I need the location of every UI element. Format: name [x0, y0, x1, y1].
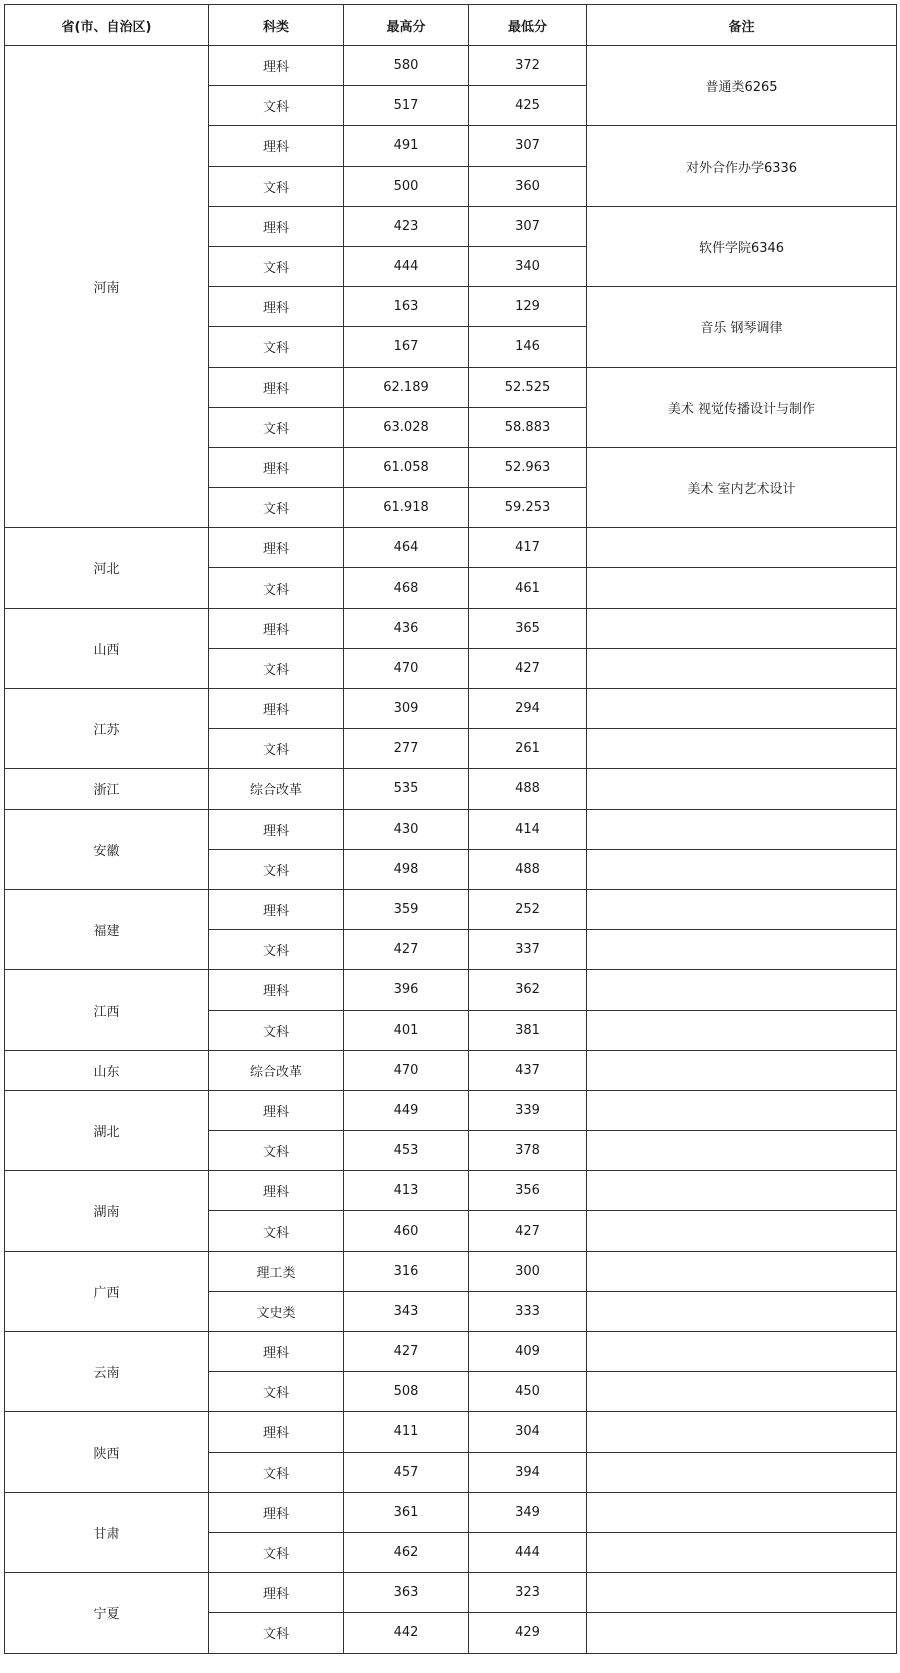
province-cell: 福建: [5, 889, 209, 969]
subject-cell: 理科: [209, 970, 344, 1010]
min-score-cell: 417: [469, 528, 587, 568]
table-row: [5, 1573, 897, 1613]
max-score-cell: 464: [344, 528, 469, 568]
min-score-cell: 52.963: [469, 447, 587, 487]
max-score-cell: 63.028: [344, 407, 469, 447]
min-score-cell: 252: [469, 889, 587, 929]
province-cell: 湖北: [5, 1090, 209, 1170]
province-cell: 云南: [5, 1332, 209, 1412]
max-score-cell: 442: [344, 1613, 469, 1653]
subject-cell: 理科: [209, 126, 344, 166]
note-cell: [587, 648, 897, 688]
province-cell: 宁夏: [5, 1573, 209, 1653]
table-row: [5, 528, 897, 568]
note-cell: [587, 1251, 897, 1291]
min-score-cell: 362: [469, 970, 587, 1010]
max-score-cell: 167: [344, 327, 469, 367]
max-score-cell: 453: [344, 1131, 469, 1171]
table-row: [5, 769, 897, 809]
note-cell: [587, 809, 897, 849]
max-score-cell: 427: [344, 1332, 469, 1372]
header-row: [5, 5, 897, 46]
min-score-cell: 294: [469, 689, 587, 729]
header-subject: 科类: [209, 5, 344, 46]
max-score-cell: 444: [344, 246, 469, 286]
max-score-cell: 401: [344, 1010, 469, 1050]
subject-cell: 理科: [209, 1171, 344, 1211]
table-header: [5, 5, 897, 46]
max-score-cell: 361: [344, 1492, 469, 1532]
note-cell: 美术 室内艺术设计: [587, 447, 897, 527]
note-cell: [587, 1332, 897, 1372]
max-score-cell: 413: [344, 1171, 469, 1211]
subject-cell: 综合改革: [209, 1050, 344, 1090]
max-score-cell: 363: [344, 1573, 469, 1613]
max-score-cell: 396: [344, 970, 469, 1010]
subject-cell: 文科: [209, 930, 344, 970]
note-cell: [587, 1010, 897, 1050]
max-score-cell: 427: [344, 930, 469, 970]
min-score-cell: 52.525: [469, 367, 587, 407]
note-cell: 对外合作办学6336: [587, 126, 897, 206]
min-score-cell: 429: [469, 1613, 587, 1653]
note-cell: [587, 1412, 897, 1452]
max-score-cell: 436: [344, 608, 469, 648]
note-cell: [587, 1171, 897, 1211]
max-score-cell: 163: [344, 287, 469, 327]
max-score-cell: 580: [344, 46, 469, 86]
subject-cell: 理科: [209, 1332, 344, 1372]
note-cell: [587, 568, 897, 608]
max-score-cell: 498: [344, 849, 469, 889]
max-score-cell: 517: [344, 86, 469, 126]
min-score-cell: 333: [469, 1291, 587, 1331]
subject-cell: 文科: [209, 246, 344, 286]
note-cell: [587, 1372, 897, 1412]
max-score-cell: 470: [344, 648, 469, 688]
note-cell: 普通类6265: [587, 46, 897, 126]
note-cell: [587, 1613, 897, 1653]
subject-cell: 理科: [209, 1573, 344, 1613]
max-score-cell: 309: [344, 689, 469, 729]
table-row: [5, 689, 897, 729]
min-score-cell: 323: [469, 1573, 587, 1613]
note-cell: [587, 729, 897, 769]
subject-cell: 文科: [209, 1131, 344, 1171]
subject-cell: 文科: [209, 1010, 344, 1050]
min-score-cell: 372: [469, 46, 587, 86]
min-score-cell: 340: [469, 246, 587, 286]
max-score-cell: 423: [344, 206, 469, 246]
province-cell: 山西: [5, 608, 209, 688]
max-score-cell: 61.918: [344, 488, 469, 528]
subject-cell: 文科: [209, 1532, 344, 1572]
table-row: [5, 970, 897, 1010]
min-score-cell: 414: [469, 809, 587, 849]
subject-cell: 理科: [209, 889, 344, 929]
min-score-cell: 488: [469, 769, 587, 809]
note-cell: [587, 1090, 897, 1130]
min-score-cell: 59.253: [469, 488, 587, 528]
subject-cell: 文科: [209, 407, 344, 447]
subject-cell: 理科: [209, 1412, 344, 1452]
subject-cell: 理科: [209, 528, 344, 568]
header-note: 备注: [587, 5, 897, 46]
note-cell: [587, 528, 897, 568]
subject-cell: 理科: [209, 809, 344, 849]
min-score-cell: 461: [469, 568, 587, 608]
subject-cell: 理科: [209, 689, 344, 729]
score-table: [4, 4, 897, 1654]
subject-cell: 文科: [209, 568, 344, 608]
note-cell: [587, 849, 897, 889]
subject-cell: 理科: [209, 367, 344, 407]
note-cell: [587, 970, 897, 1010]
note-cell: [587, 889, 897, 929]
max-score-cell: 343: [344, 1291, 469, 1331]
header-province: 省(市、自治区): [5, 5, 209, 46]
note-cell: [587, 1492, 897, 1532]
province-cell: 甘肃: [5, 1492, 209, 1572]
subject-cell: 文科: [209, 166, 344, 206]
max-score-cell: 61.058: [344, 447, 469, 487]
min-score-cell: 360: [469, 166, 587, 206]
province-cell: 湖南: [5, 1171, 209, 1251]
note-cell: [587, 930, 897, 970]
min-score-cell: 300: [469, 1251, 587, 1291]
max-score-cell: 277: [344, 729, 469, 769]
note-cell: [587, 769, 897, 809]
min-score-cell: 437: [469, 1050, 587, 1090]
province-cell: 安徽: [5, 809, 209, 889]
max-score-cell: 535: [344, 769, 469, 809]
subject-cell: 理科: [209, 1492, 344, 1532]
subject-cell: 理科: [209, 447, 344, 487]
header-min-score: 最低分: [469, 5, 587, 46]
table-row: [5, 1412, 897, 1452]
min-score-cell: 488: [469, 849, 587, 889]
subject-cell: 理科: [209, 206, 344, 246]
table-row: [5, 1492, 897, 1532]
province-cell: 山东: [5, 1050, 209, 1090]
min-score-cell: 409: [469, 1332, 587, 1372]
min-score-cell: 58.883: [469, 407, 587, 447]
table-body: [5, 46, 897, 1654]
min-score-cell: 146: [469, 327, 587, 367]
province-cell: 陕西: [5, 1412, 209, 1492]
note-cell: [587, 1291, 897, 1331]
max-score-cell: 411: [344, 1412, 469, 1452]
note-cell: 软件学院6346: [587, 206, 897, 286]
subject-cell: 文科: [209, 1452, 344, 1492]
max-score-cell: 62.189: [344, 367, 469, 407]
subject-cell: 综合改革: [209, 769, 344, 809]
min-score-cell: 427: [469, 648, 587, 688]
province-cell: 浙江: [5, 769, 209, 809]
province-cell: 江苏: [5, 689, 209, 769]
table-row: [5, 1050, 897, 1090]
subject-cell: 理科: [209, 287, 344, 327]
subject-cell: 理科: [209, 608, 344, 648]
province-cell: 河南: [5, 46, 209, 528]
subject-cell: 文科: [209, 849, 344, 889]
note-cell: 音乐 钢琴调律: [587, 287, 897, 367]
max-score-cell: 460: [344, 1211, 469, 1251]
note-cell: [587, 1573, 897, 1613]
min-score-cell: 381: [469, 1010, 587, 1050]
note-cell: [587, 1211, 897, 1251]
subject-cell: 理工类: [209, 1251, 344, 1291]
table-row: [5, 1251, 897, 1291]
subject-cell: 文科: [209, 488, 344, 528]
min-score-cell: 304: [469, 1412, 587, 1452]
min-score-cell: 394: [469, 1452, 587, 1492]
subject-cell: 文科: [209, 1211, 344, 1251]
max-score-cell: 462: [344, 1532, 469, 1572]
province-cell: 广西: [5, 1251, 209, 1331]
province-cell: 河北: [5, 528, 209, 608]
subject-cell: 文史类: [209, 1291, 344, 1331]
subject-cell: 文科: [209, 648, 344, 688]
min-score-cell: 425: [469, 86, 587, 126]
subject-cell: 文科: [209, 1613, 344, 1653]
max-score-cell: 449: [344, 1090, 469, 1130]
max-score-cell: 359: [344, 889, 469, 929]
subject-cell: 理科: [209, 1090, 344, 1130]
table-row: [5, 889, 897, 929]
subject-cell: 文科: [209, 86, 344, 126]
max-score-cell: 508: [344, 1372, 469, 1412]
min-score-cell: 129: [469, 287, 587, 327]
min-score-cell: 349: [469, 1492, 587, 1532]
min-score-cell: 356: [469, 1171, 587, 1211]
max-score-cell: 468: [344, 568, 469, 608]
note-cell: [587, 1532, 897, 1572]
min-score-cell: 261: [469, 729, 587, 769]
min-score-cell: 307: [469, 126, 587, 166]
note-cell: [587, 1452, 897, 1492]
min-score-cell: 450: [469, 1372, 587, 1412]
header-max-score: 最高分: [344, 5, 469, 46]
note-cell: [587, 689, 897, 729]
note-cell: [587, 608, 897, 648]
min-score-cell: 444: [469, 1532, 587, 1572]
max-score-cell: 491: [344, 126, 469, 166]
subject-cell: 文科: [209, 729, 344, 769]
note-cell: [587, 1131, 897, 1171]
subject-cell: 文科: [209, 1372, 344, 1412]
min-score-cell: 337: [469, 930, 587, 970]
table-row: [5, 1171, 897, 1211]
max-score-cell: 457: [344, 1452, 469, 1492]
max-score-cell: 470: [344, 1050, 469, 1090]
province-cell: 江西: [5, 970, 209, 1050]
max-score-cell: 316: [344, 1251, 469, 1291]
table-row: [5, 1090, 897, 1130]
table-row: [5, 809, 897, 849]
min-score-cell: 339: [469, 1090, 587, 1130]
min-score-cell: 427: [469, 1211, 587, 1251]
note-cell: [587, 1050, 897, 1090]
table-row: [5, 608, 897, 648]
table-row: [5, 46, 897, 86]
subject-cell: 理科: [209, 46, 344, 86]
note-cell: 美术 视觉传播设计与制作: [587, 367, 897, 447]
table-row: [5, 1332, 897, 1372]
min-score-cell: 365: [469, 608, 587, 648]
subject-cell: 文科: [209, 327, 344, 367]
min-score-cell: 378: [469, 1131, 587, 1171]
min-score-cell: 307: [469, 206, 587, 246]
max-score-cell: 500: [344, 166, 469, 206]
max-score-cell: 430: [344, 809, 469, 849]
